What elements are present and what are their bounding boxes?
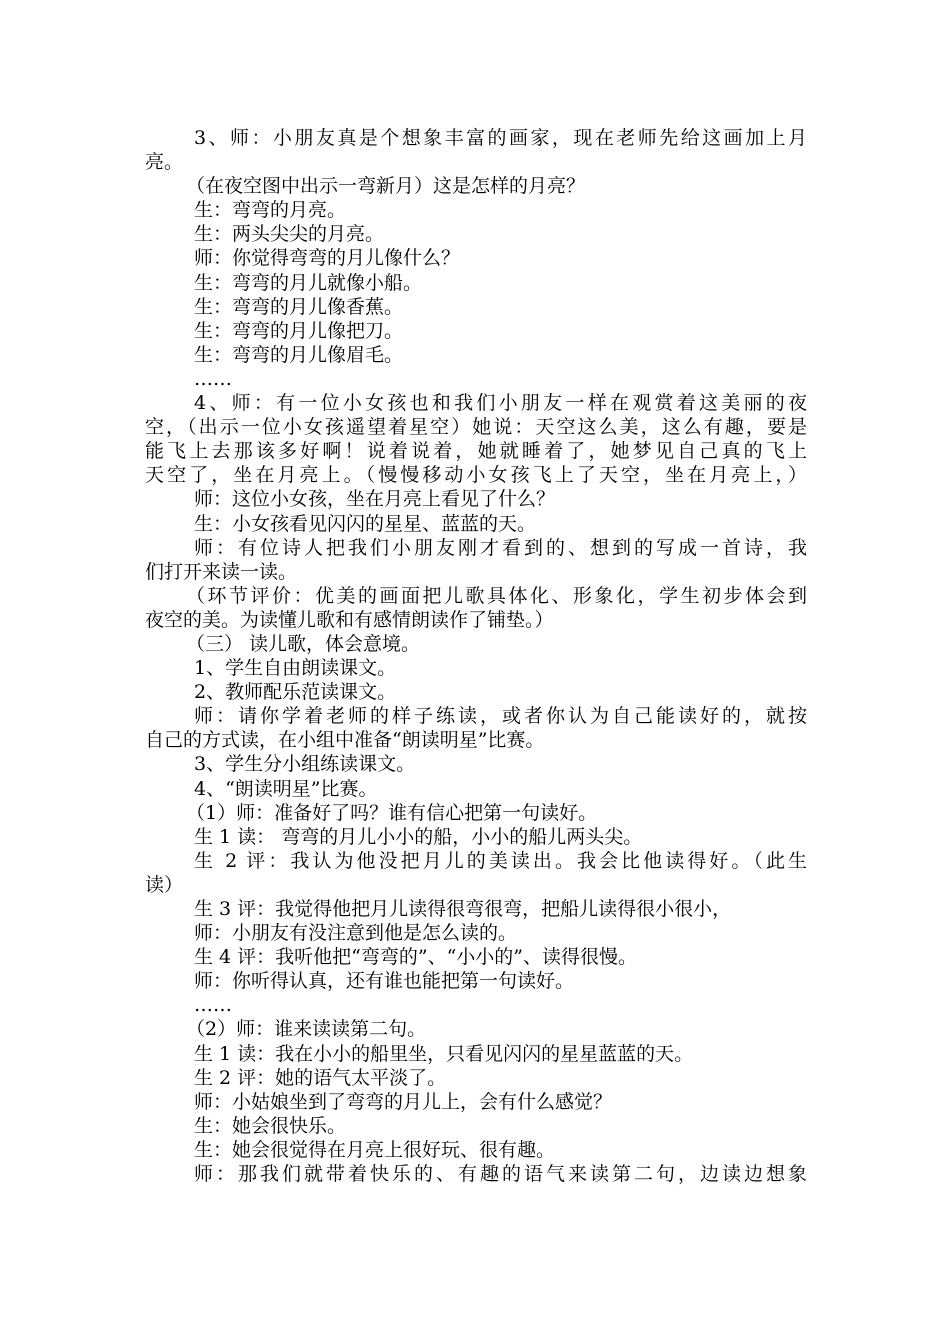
text-line: 师：这位小女孩，坐在月亮上看见了什么？ — [194, 488, 556, 511]
text-line: 师：你听得认真，还有谁也能把第一句读好。 — [194, 970, 575, 993]
text-line: 生：她会很觉得在月亮上很好玩、很有趣。 — [194, 1138, 556, 1161]
text-line: 亮。 — [145, 151, 184, 174]
text-line: 生：她会很快乐。 — [194, 1114, 347, 1137]
text-line: 能飞上去那该多好啊！说着说着，她就睡着了，她梦见自己真的飞上 — [145, 440, 807, 463]
text-line: 生 2 评：我认为他没把月儿的美读出。我会比他读得好。（此生 — [194, 849, 807, 872]
text-line: 生：小女孩看见闪闪的星星、蓝蓝的天。 — [194, 512, 537, 535]
text-line: 4、师：有一位小女孩也和我们小朋友一样在观赏着这美丽的夜 — [194, 392, 807, 415]
text-line: 生 1 读： 弯弯的月儿小小的船，小小的船儿两头尖。 — [194, 825, 643, 848]
text-line: 生 2 评：她的语气太平淡了。 — [194, 1066, 447, 1089]
text-line: 3、师：小朋友真是个想象丰富的画家，现在老师先给这画加上月 — [194, 127, 807, 149]
document-page — [145, 126, 807, 1186]
text-line: 生 1 读：我在小小的船里坐，只看见闪闪的星星蓝蓝的天。 — [194, 1042, 694, 1065]
text-line: 自己的方式读，在小组中准备“朗读明星”比赛。 — [145, 729, 545, 752]
text-line: 1、学生自由朗读课文。 — [194, 657, 397, 680]
text-line: 2、教师配乐范读课文。 — [194, 681, 397, 704]
text-line: （三） 读儿歌，体会意境。 — [186, 632, 421, 655]
text-line: 师：你觉得弯弯的月儿像什么？ — [194, 247, 461, 270]
text-line: 生：弯弯的月儿就像小船。 — [194, 271, 423, 294]
text-line: 生：弯弯的月儿像眉毛。 — [194, 343, 404, 366]
text-line: （在夜空图中出示一弯新月）这是怎样的月亮？ — [186, 175, 586, 198]
text-line: 生：弯弯的月儿像把刀。 — [194, 319, 404, 342]
text-line: …… — [194, 367, 232, 390]
text-line: 空，（出示一位小女孩遥望着星空）她说：天空这么美，这么有趣，要是 — [145, 416, 807, 439]
text-line: 师：请你学着老师的样子练读，或者你认为自己能读好的，就按 — [194, 705, 807, 728]
text-line: 3、学生分小组练读课文。 — [194, 753, 416, 776]
text-line: 生 3 评：我觉得他把月儿读得很弯很弯，把船儿读得很小很小， — [194, 898, 732, 920]
text-line: 4、“朗读明星”比赛。 — [194, 777, 378, 800]
text-line: 读） — [145, 873, 184, 896]
text-line: 夜空的美。为读懂儿歌和有感情朗读作了铺垫。） — [145, 608, 554, 631]
text-line: 生：弯弯的月亮。 — [194, 199, 347, 222]
text-line: （2）师：谁来读读第二句。 — [186, 1018, 427, 1041]
text-line: 生：弯弯的月儿像香蕉。 — [194, 295, 404, 318]
text-line: 师：小朋友有没注意到他是怎么读的。 — [194, 922, 518, 945]
text-line: …… — [194, 994, 232, 1017]
text-line: 们打开来读一读。 — [145, 560, 298, 583]
text-line: 师：有位诗人把我们小朋友刚才看到的、想到的写成一首诗，我 — [194, 536, 807, 559]
text-line: （1）师：准备好了吗？谁有信心把第一句读好。 — [186, 801, 598, 824]
text-line: 师：小姑娘坐到了弯弯的月儿上，会有什么感觉？ — [194, 1090, 613, 1113]
text-line: 生：两头尖尖的月亮。 — [194, 223, 385, 246]
text-line: 天空了，坐在月亮上。（慢慢移动小女孩飞上了天空，坐在月亮上，） — [145, 464, 807, 487]
text-line: 生 4 评：我听他把“弯弯的”、“小小的”、读得很慢。 — [194, 946, 638, 969]
text-line: 师：那我们就带着快乐的、有趣的语气来读第二句，边读边想象 — [194, 1163, 807, 1186]
text-line: （环节评价：优美的画面把儿歌具体化、形象化，学生初步体会到 — [186, 584, 807, 607]
